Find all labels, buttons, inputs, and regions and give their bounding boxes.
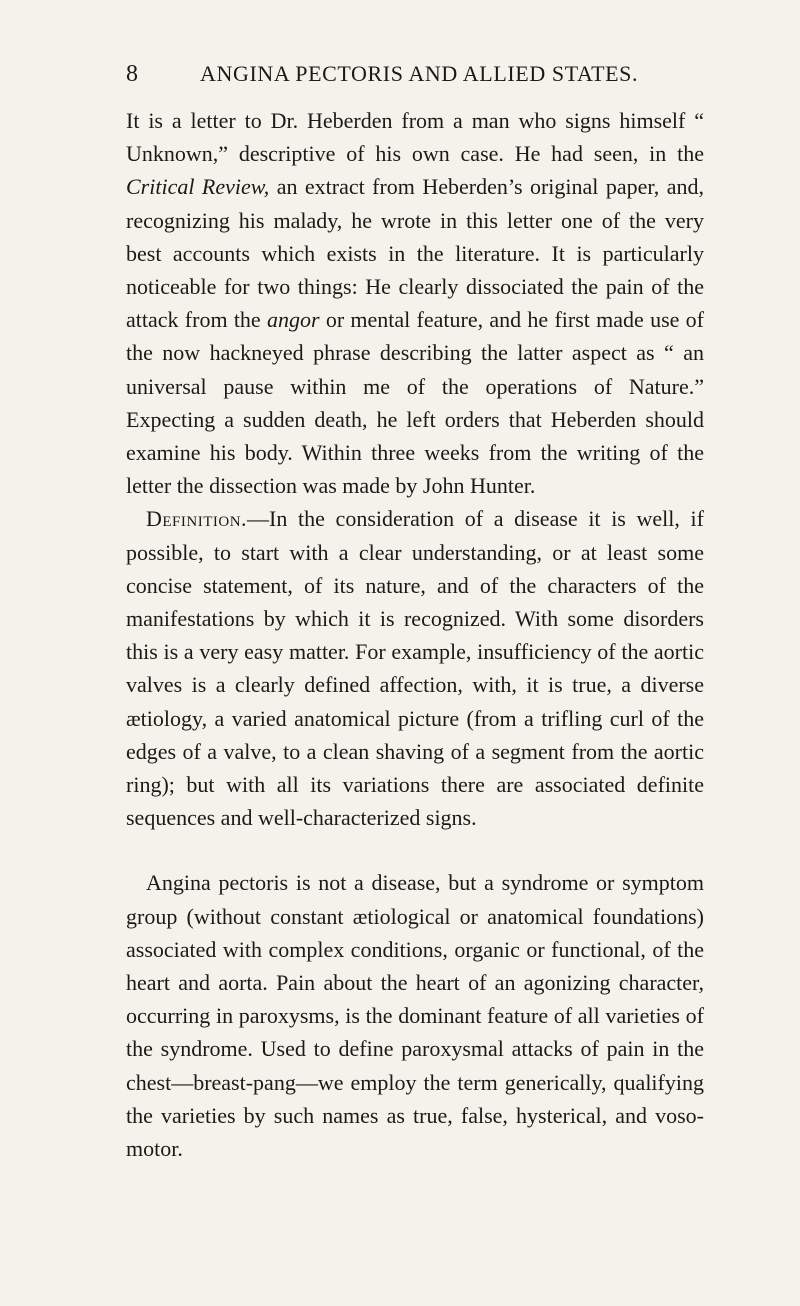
paragraph-letter-text-b: an extract from Heberden’s original paper, and, recognizing his malady, he wrote in this letter one of the very best accounts which exists in the literature. It is particularly noticeable for two things: He clearly dissociated the pain of the attack from the: [126, 174, 704, 333]
definition-text: —In the consideration of a disease it is well, if possible, to start with a clear understanding, or at least some concise statement, of its nature, and of the characters of the manifestations by which it is recognized. With some disorders this is a very easy matter. For example, insufficiency of the aortic valves is a clearly defined affection, with, it is true, a diverse ætiology, a varied anatomical picture (from a trifling curl of the edges of a valve, to a clean shaving of a segment from the aortic ring); but with all its variations there are associated definite sequences and well-characterized signs.: [126, 506, 704, 831]
definition-heading: Definition.: [146, 506, 248, 532]
paragraph-definition: [126, 502, 704, 834]
page-number: 8: [126, 61, 138, 87]
running-title: ANGINA PECTORIS AND ALLIED STATES.: [200, 61, 639, 86]
paragraph-letter: [126, 104, 704, 502]
paragraph-letter-text-c: or mental feature, and he first made use of the now hackneyed phrase describing the latter aspect as “ an universal pause within me of the operations of Nature.” Expecting a sudden death, he left orders that Heberden should examine his body. Within three weeks from the writing of the letter the dissection was made by John Hunter.: [126, 307, 704, 499]
running-head: [0, 58, 800, 90]
paragraph-letter-text-a: It is a letter to Dr. Heberden from a man who signs himself “ Unknown,” descriptive of his own case. He had seen, in the: [126, 108, 704, 167]
paragraph-angina: [126, 866, 704, 1165]
italic-journal-title: Critical Review,: [126, 174, 270, 200]
angina-text: Angina pectoris is not a disease, but a syndrome or symptom group (without constant ætiological or anatomical foundations) associated with complex conditions, organic or functional, of the heart and aorta. Pain about the heart of an agonizing character, occurring in paroxysms, is the dominant feature of all varieties of the syndrome. Used to define paroxysmal attacks of pain in the chest—breast-pang—we employ the term generically, qualifying the varieties by such names as true, false, hysterical, and voso-motor.: [126, 870, 704, 1162]
body-text: [126, 104, 704, 1165]
italic-term-angor: angor: [266, 307, 320, 333]
